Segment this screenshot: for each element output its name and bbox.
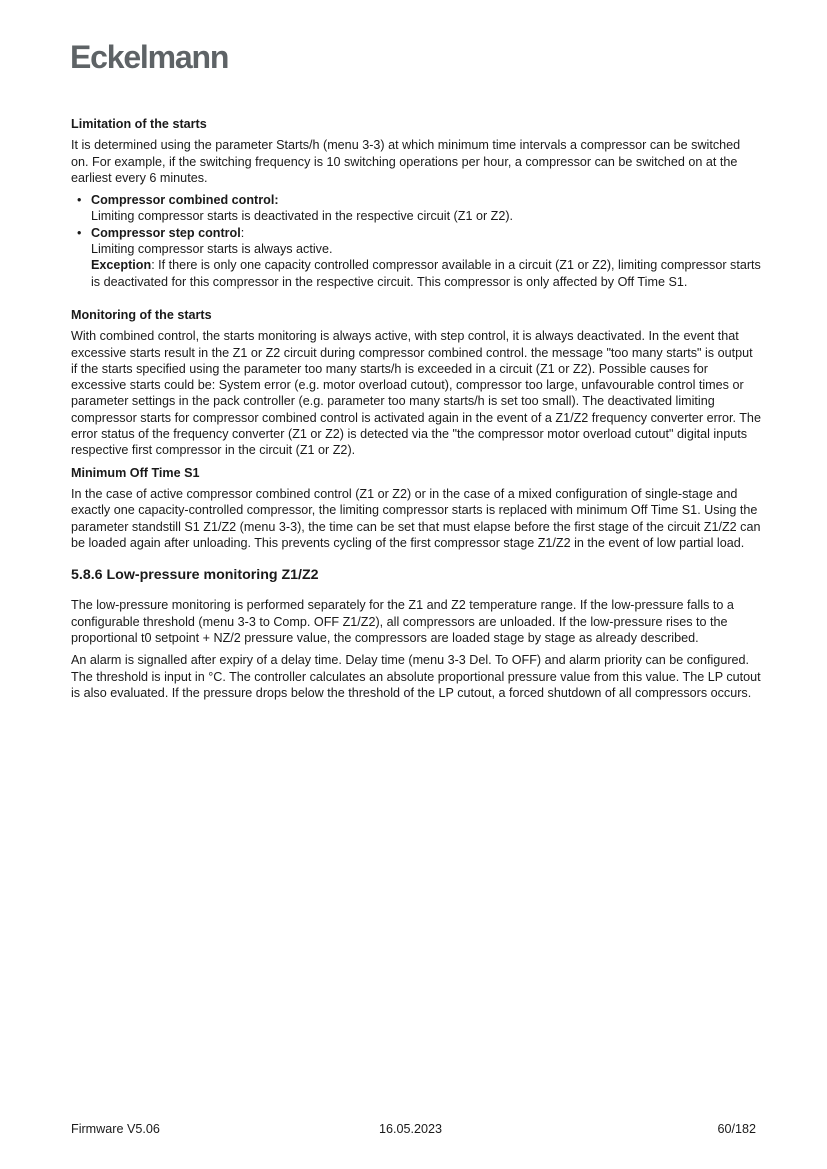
paragraph-low-pressure-1: The low-pressure monitoring is performed separately for the Z1 and Z2 temperature range. If the low-pressure falls to a configurable threshold (menu 3-3 to Comp. OFF Z1/Z2), all compressors are unloaded. If the low-pressure rises to the proportional t0 setpoint + NZ/2 pressure value, the compressors are loaded stage by stage as already described. (71, 598, 734, 646)
exception-text: : If there is only one capacity controlled compressor available in a circuit (Z1 or Z2), limiting compressor starts is deactivated for this compressor in the respective circuit. This compressor is only affected by Off Time S1. (91, 258, 761, 289)
bullet-icon: • (77, 193, 82, 208)
bullet-list-control-modes (71, 192, 761, 290)
bullet-text: Limiting compressor starts is always active. (91, 242, 333, 257)
list-item-combined-control (71, 192, 761, 225)
bullet-icon: • (77, 225, 82, 240)
bullet-text: Limiting compressor starts is deactivated in the respective circuit (Z1 or Z2). (91, 209, 514, 224)
heading-minimum-off-time: Minimum Off Time S1 (71, 465, 200, 480)
paragraph-limitation-intro: It is determined using the parameter Starts/h (menu 3-3) at which minimum time intervals a compressor can be switched on. For example, if the switching frequency is 10 switching operations per hour, a compressor can be switched on at the earliest every 6 minutes. (71, 138, 741, 185)
document-body (71, 116, 761, 707)
bullet-title: Compressor step control (91, 225, 241, 240)
heading-monitoring-of-starts: Monitoring of the starts (71, 307, 212, 322)
page-footer (71, 1122, 756, 1136)
company-logo: Eckelmann (70, 39, 229, 75)
bullet-title-suffix: : (240, 225, 245, 240)
footer-date: 16.05.2023 (379, 1122, 443, 1136)
heading-limitation-of-starts: Limitation of the starts (71, 117, 207, 131)
footer-page-number: 60/182 (717, 1122, 756, 1136)
paragraph-monitoring: With combined control, the starts monitoring is always active, with step control, it is always deactivated. In the event that excessive starts result in the Z1 or Z2 circuit during compressor combined control. the message "too many starts" is output if the starts specified using the parameter too many starts/h is exceeded in a circuit (Z1 or Z2). Possible causes for excessive starts could be: System error (e.g. motor overload cutout), compressor too large, unfavourable control times or parameter settings in the pack controller (e.g. parameter too many starts/h is set too small). The deactivated limiting compressor starts for compressor combined control is activated again in the event of a Z1/Z2 frequency converter error. The error status of the frequency converter (Z1 or Z2) is detected via the "the compressor motor overload cutout" digital inputs respective first compressor in the circuit (Z1 or Z2). (71, 329, 761, 458)
paragraph-min-off-time: In the case of active compressor combined control (Z1 or Z2) or in the case of a mixed configuration of single-stage and exactly one capacity-controlled compressor, the limiting compressor starts is replaced with minimum Off Time S1. Using the parameter standstill S1 Z1/Z2 (menu 3-3), the time can be set that must elapse before the first stage of the circuit Z1/Z2 can be loaded again after unloading. This prevents cycling of the first compressor stage Z1/Z2 in the event of low partial load. (71, 486, 761, 550)
footer-firmware: Firmware V5.06 (71, 1122, 160, 1136)
exception-label: Exception (91, 258, 152, 273)
paragraph-low-pressure-2: An alarm is signalled after expiry of a delay time. Delay time (menu 3-3 Del. To OFF) and alarm priority can be configured. The threshold is input in °C. The controller calculates an absolute proportional pressure value from this value. The LP cutout is also evaluated. If the pressure drops below the threshold of the LP cutout, a forced shutdown of all compressors occurs. (71, 653, 761, 700)
section-title-low-pressure: 5.8.6 Low-pressure monitoring Z1/Z2 (71, 567, 319, 584)
spacer (71, 290, 761, 307)
bullet-title: Compressor combined control: (91, 193, 279, 208)
list-item-step-control (71, 225, 761, 290)
